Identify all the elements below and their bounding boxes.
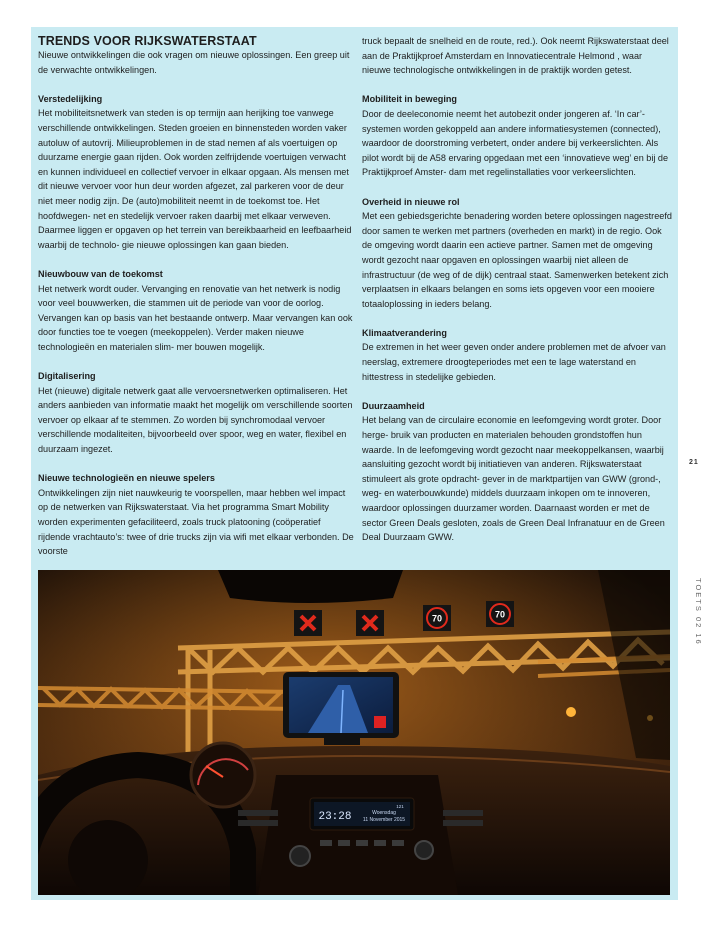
- section-heading-mobiliteit: Mobiliteit in beweging: [362, 94, 457, 105]
- section-body-overheid: Met een gebiedsgerichte benadering worden betere oplossingen nagestreefd door samen te werken met partners (overheden en markt) in de regio. Ook de omgeving wordt daarin een actieve partner. Samen met de omgeving wordt gezocht naar opgaven en oplossingen waarbij niet alleen de infrastructuur (de weg of de dijk) centraal staat. Samenwerken betekent zich verplaatsen in elkaars belangen en soms iets opgeven voor een mooiere totaaloplossing in ieders belang.: [362, 211, 672, 309]
- dash-small-text: 121: [396, 804, 404, 809]
- speedometer: [191, 743, 255, 807]
- dash-clock-text: 23:28: [318, 811, 352, 823]
- section-body-duurzaamheid: Het belang van de circulaire economie en leefomgeving wordt groter. Door herge- bruik van producten en materialen behouden grondstoffen hun waarde. In de leefomgeving wordt gezocht naar meekoppelkansen, waarbij aansluiting gezocht wordt bij initiatieven van anderen. Rijkswaterstaat stimuleert als grote opdracht- gever in de marktpartijen van GWW (grond-, weg- en waterbouwkunde) middels duurzaam inkopen om te innoveren, waardoor oplossingen duurzamer worden. Daarnaast worden er met de sector Green Deals gesloten, zoals de Green Deal Infranatuur en de Green Deal Duurzaam GWW.: [362, 415, 665, 543]
- section-body-nieuwbouw: Het netwerk wordt ouder. Vervanging en renovatie van het netwerk is nodig voor veel bouwwerken, die stammen uit de periode van voor de oorlog. Vervangen kan op basis van het bestaande ontwerp. Maar vervangen kan ook door functies toe te voegen (meekoppelen). Verder maken nieuwe technologieën en materialen slim- mer bouwen mogelijk.: [38, 283, 353, 352]
- section-body-nieuwe-technologieen-part2: truck bepaalt de snelheid en de route, red.). Ook neemt Rijkswaterstaat deel aan de Praktijkproef Amsterdam en Innovatiecentrale Helmond , waar nieuwe technologische ontwikkelingen in de praktijk worden getest.: [362, 36, 669, 76]
- section-body-klimaat: De extremen in het weer geven onder andere problemen met de afvoer van neerslag, extremere droogteperiodes met een te lage waterstand en hittestress in stedelijke gebieden.: [362, 342, 666, 382]
- rearview-mirror: [218, 570, 403, 603]
- dash-date-text: 11 November 2015: [362, 817, 406, 823]
- article-intro: Nieuwe ontwikkelingen die ook vragen om nieuwe oplossingen. Een greep uit de verwachte ontwikkelingen.: [38, 50, 350, 75]
- article-panel: [31, 27, 678, 900]
- page-number: 21: [689, 459, 699, 466]
- dash-day-text: Woensdag: [372, 810, 396, 816]
- sign-speed-1-text: 70: [431, 613, 443, 624]
- section-body-nieuwe-technologieen-part1: Ontwikkelingen zijn niet nauwkeurig te voorspellen, maar hebben wel impact op de netwerken van Rijkswaterstaat. Via het programma Smart Mobility worden experimenten gefaciliteerd, zoals truck platooning (coöperatief rijdende vrachtauto’s: twee of drie trucks zijn via wifi met elkaar verbonden. De voorste: [38, 487, 354, 557]
- car-dashboard-photo: [38, 570, 670, 895]
- section-heading-nieuwbouw: Nieuwbouw van de toekomst: [38, 268, 163, 279]
- section-heading-overheid: Overheid in nieuwe rol: [362, 196, 460, 207]
- running-head: TOETS 02 16: [694, 578, 703, 646]
- matrix-sign-x-1: [294, 610, 322, 636]
- sign-speed-2-text: 70: [494, 609, 506, 620]
- left-column: [38, 34, 354, 559]
- section-body-digitalisering: Het (nieuwe) digitale netwerk gaat alle vervoersnetwerken optimaliseren. Het anders aanbieden van informatie maakt het mogelijk om verschillende soorten vervoer op elkaar af te stemmen. Zo worden bij synchromodaal vervoer verschillende modaliteiten, bijvoorbeeld over spoor, weg en water, flexibel en duurzaam ingezet.: [38, 385, 353, 455]
- section-body-mobiliteit: Door de deeleconomie neemt het autobezit onder jongeren af. ‘In car’- systemen worden gekoppeld aan andere informatiesystemen (connected), waardoor de doorstroming verbetert, onder andere bij verkeerslichten. Als pilot wordt bij de A58 ervaring opgedaan met een ‘innovatieve weg’ en bij de Praktijkproef Amster- dam met regelinstallaties voor verkeerslichten.: [362, 108, 669, 178]
- right-column: [362, 34, 673, 545]
- section-heading-digitalisering: Digitalisering: [38, 371, 96, 382]
- section-heading-nieuwe-technologieen: Nieuwe technologieën en nieuwe spelers: [38, 473, 215, 484]
- matrix-sign-speed-2: [486, 601, 514, 627]
- section-body-verstedelijking: Het mobiliteitsnetwerk van steden is op termijn aan herijking toe vanwege verschillende ontwikkelingen. Steden groeien en binnensteden worden vaker autoluw of autovrij. Milieuproblemen in de stad nemen af als voertuigen op duurzame energie gaan rijden. Ook worden zelfrijdende voertuigen verwacht en kunnen individueel en collectief vervoer in elkaar opgaan. Als mensen met dit nieuwe vervoer voor hun deur worden afgezet, zal parkeren voor de deur niet meer nodig zijn. De (auto)mobiliteit neemt in de toekomst toe. Het hoofdwegen- net en stedelijk vervoer raken daarbij met elkaar verweven. Daarmee liggen er opgaven op het terrein van bereikbaarheid en leefbaarheid waarbij de technolo- gie nieuwe oplossingen kan gaan bieden.: [38, 108, 352, 250]
- section-heading-duurzaamheid: Duurzaamheid: [362, 400, 425, 411]
- navigation-device: [283, 672, 399, 745]
- matrix-sign-x-2: [356, 610, 384, 636]
- section-heading-verstedelijking: Verstedelijking: [38, 93, 103, 104]
- article-title: TRENDS VOOR RIJKSWATERSTAAT: [38, 34, 257, 48]
- matrix-sign-speed-1: [423, 605, 451, 631]
- section-heading-klimaat: Klimaatverandering: [362, 327, 447, 338]
